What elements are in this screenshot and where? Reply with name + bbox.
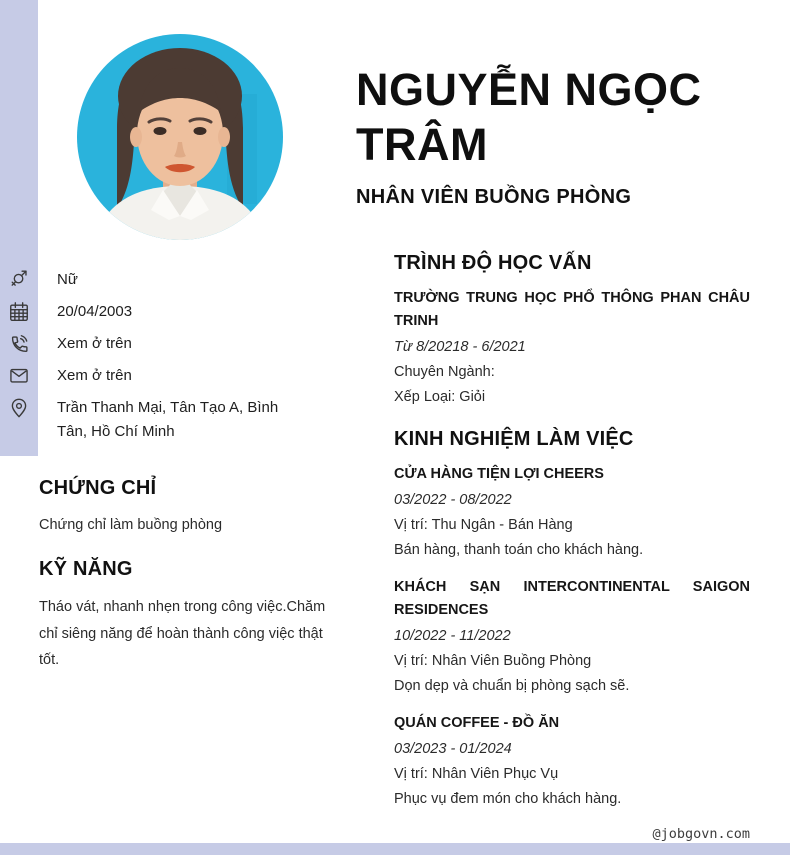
entry-position: Vị trí: Thu Ngân - Bán Hàng xyxy=(394,517,573,533)
info-row-address xyxy=(0,396,340,444)
info-value: Xem ở trên xyxy=(57,367,132,384)
entry-description: Phục vụ đem món cho khách hàng. xyxy=(394,791,622,807)
info-row-gender xyxy=(0,268,340,292)
personal-info-list xyxy=(0,268,340,452)
watermark: @jobgovn.com xyxy=(652,826,750,842)
education-section xyxy=(394,252,750,410)
entry-period: 03/2023 - 01/2024 xyxy=(394,741,512,757)
mail-icon xyxy=(0,364,38,388)
info-row-birthday xyxy=(0,300,340,324)
entry-position: Vị trí: Nhân Viên Buồng Phòng xyxy=(394,653,592,669)
entry-period: 03/2022 - 08/2022 xyxy=(394,492,512,508)
experience-heading: KINH NGHIỆM LÀM VIỆC xyxy=(394,428,634,450)
entry-position: Vị trí: Nhân Viên Phục Vụ xyxy=(394,766,559,782)
education-entry xyxy=(394,287,750,410)
location-icon xyxy=(0,396,38,420)
info-value: Xem ở trên xyxy=(57,335,132,352)
education-heading: TRÌNH ĐỘ HỌC VẤN xyxy=(394,252,592,274)
school-name: TRƯỜNG TRUNG HỌC PHỔ THÔNG PHAN CHÂU TRINH xyxy=(394,290,750,329)
gender-icon xyxy=(0,268,38,292)
job-title: NHÂN VIÊN BUỒNG PHÒNG xyxy=(356,186,632,208)
skills-heading: KỸ NĂNG xyxy=(39,558,133,580)
company-name: CỬA HÀNG TIỆN LỢI CHEERS xyxy=(394,466,604,482)
company-name: KHÁCH SẠN INTERCONTINENTAL SAIGON RESIDENCES xyxy=(394,579,750,618)
experience-entry xyxy=(394,712,750,812)
education-major: Chuyên Ngành: xyxy=(394,364,495,380)
skills-text: Tháo vát, nhanh nhẹn trong công việc.Chăm chỉ siêng năng để hoàn thành công việc thật tốt. xyxy=(39,599,326,668)
experience-entry xyxy=(394,576,750,699)
info-row-phone xyxy=(0,332,340,356)
entry-description: Bán hàng, thanh toán cho khách hàng. xyxy=(394,542,644,558)
education-period: Từ 8/20218 - 6/2021 xyxy=(394,339,526,355)
profile-photo-illustration xyxy=(77,34,283,240)
info-value: Trần Thanh Mại, Tân Tạo A, Bình Tân, Hồ Chí Minh xyxy=(57,399,279,440)
entry-period: 10/2022 - 11/2022 xyxy=(394,628,511,644)
info-value: 20/04/2003 xyxy=(57,303,133,320)
header xyxy=(356,62,770,825)
calendar-icon xyxy=(0,300,38,324)
certificates-text: Chứng chỉ làm buồng phòng xyxy=(39,517,223,533)
phone-icon xyxy=(0,332,38,356)
entry-description: Dọn dẹp và chuẩn bị phòng sạch sẽ. xyxy=(394,678,630,694)
profile-photo xyxy=(77,34,283,240)
page-title: NGUYỄN NGỌC TRÂM xyxy=(356,64,702,170)
info-row-email xyxy=(0,364,340,388)
education-grade: Xếp Loại: Giỏi xyxy=(394,389,486,405)
info-value: Nữ xyxy=(57,271,78,288)
experience-entry xyxy=(394,463,750,563)
experience-section xyxy=(394,428,750,812)
certificates-heading: CHỨNG CHỈ xyxy=(39,477,157,499)
company-name: QUÁN COFFEE - ĐỒ ĂN xyxy=(394,715,560,731)
bottom-accent-bar xyxy=(0,843,790,855)
